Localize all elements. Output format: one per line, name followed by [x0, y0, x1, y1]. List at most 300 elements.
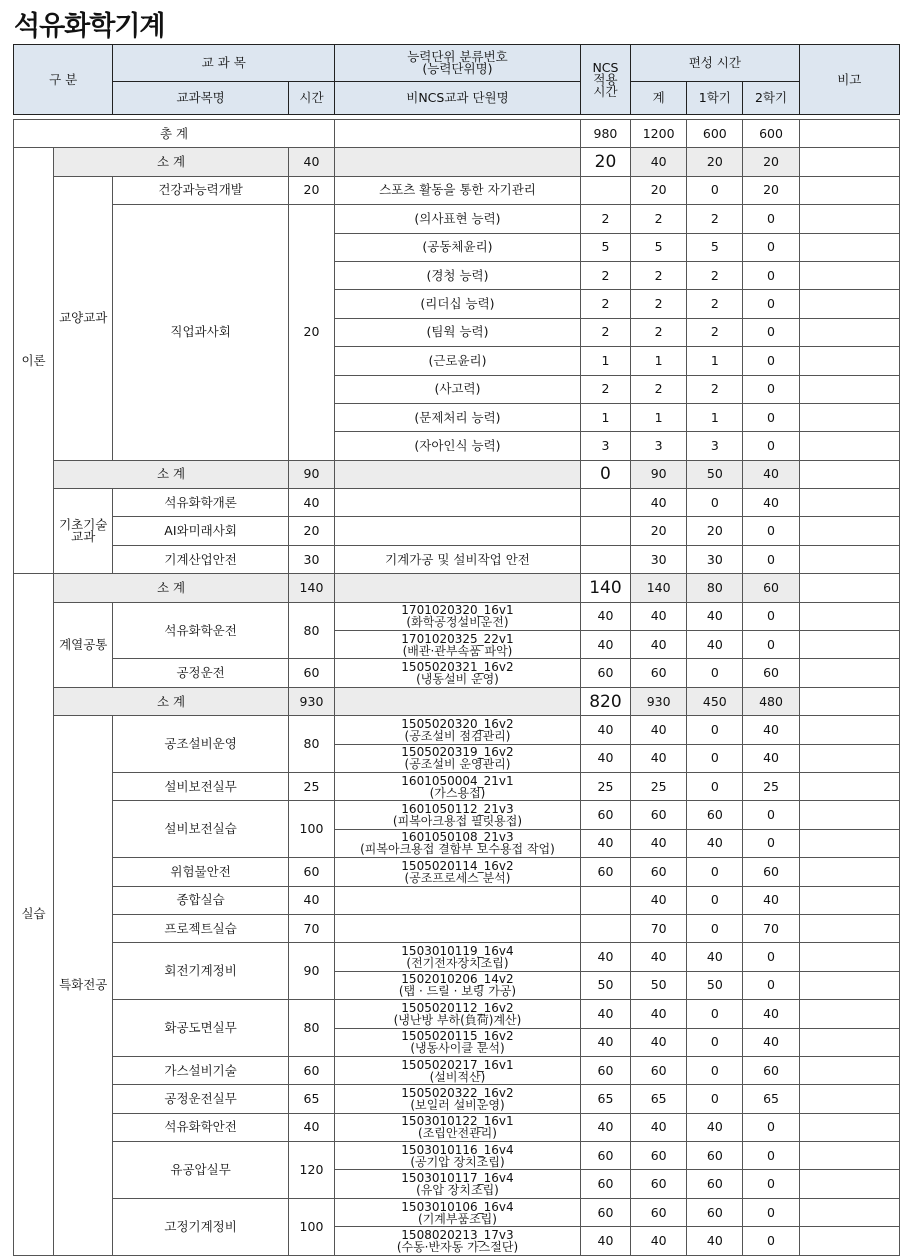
cell: 40 — [687, 1227, 743, 1255]
cell: 0 — [743, 1170, 799, 1198]
cell: 60 — [580, 1142, 630, 1170]
unit-name: 스포츠 활동을 통한 자기관리 — [335, 176, 581, 204]
cell: 3 — [580, 432, 630, 460]
unit-name — [335, 971, 581, 999]
table-row — [14, 1056, 900, 1084]
cell — [799, 205, 899, 233]
cell: 65 — [631, 1085, 687, 1113]
cell: 60 — [743, 1056, 799, 1084]
cell: 60 — [687, 1198, 743, 1226]
unit-name — [335, 943, 581, 971]
unit-code: 1601050108_21v3 — [401, 830, 514, 845]
unit-name: 기계가공 및 설비작업 안전 — [335, 545, 581, 573]
cell — [799, 347, 899, 375]
unit-name: (문제처리 능력) — [335, 403, 581, 431]
unit-title: (보일러 설비운영) — [410, 1097, 505, 1112]
cell: 30 — [687, 545, 743, 573]
subject-name: 공정운전실무 — [113, 1085, 289, 1113]
table-row — [14, 176, 900, 204]
unit-code: 1601050112_21v3 — [401, 802, 514, 817]
cell — [799, 432, 899, 460]
unit-code: 1502010206_14v2 — [401, 972, 514, 987]
unit-code: 1503010117_16v4 — [401, 1171, 514, 1186]
unit-name — [335, 489, 581, 517]
subject-name: 프로젝트실습 — [113, 914, 289, 942]
cell: 0 — [743, 1198, 799, 1226]
cell: 120 — [288, 1142, 334, 1199]
cell: 65 — [288, 1085, 334, 1113]
cell: 25 — [580, 772, 630, 800]
cell: 140 — [631, 574, 687, 602]
unit-title: (조립안전관리) — [418, 1126, 497, 1141]
cell: 40 — [743, 1000, 799, 1028]
cell: 30 — [288, 545, 334, 573]
cell: 40 — [631, 631, 687, 659]
header-sem1: 1학기 — [687, 82, 743, 115]
cell — [799, 1170, 899, 1198]
unit-name — [335, 1142, 581, 1170]
cell: 0 — [743, 517, 799, 545]
unit-title: (냉동설비 운영) — [416, 672, 499, 687]
unit-name — [335, 829, 581, 857]
group-basic — [54, 489, 113, 574]
cell: 70 — [288, 914, 334, 942]
cell — [799, 659, 899, 687]
unit-name — [335, 858, 581, 886]
cell — [799, 148, 899, 176]
cell — [799, 886, 899, 914]
cell: 60 — [631, 801, 687, 829]
cell: 450 — [687, 687, 743, 715]
cell: 50 — [580, 971, 630, 999]
cell — [799, 375, 899, 403]
unit-code: 1503010122_16v1 — [401, 1114, 514, 1129]
table-row — [14, 1085, 900, 1113]
cell: 40 — [743, 489, 799, 517]
cell: 2 — [580, 375, 630, 403]
cell: 40 — [631, 744, 687, 772]
cell: 40 — [631, 829, 687, 857]
cell — [580, 886, 630, 914]
subject-name: AI와미래사회 — [113, 517, 289, 545]
cell — [799, 545, 899, 573]
unit-name — [335, 801, 581, 829]
cell: 2 — [687, 290, 743, 318]
cell: 0 — [687, 716, 743, 744]
cell: 40 — [288, 489, 334, 517]
cell: 100 — [288, 801, 334, 858]
cell: 20 — [580, 148, 630, 176]
cell: 1 — [580, 403, 630, 431]
unit-name — [335, 1227, 581, 1255]
cell: 40 — [743, 1028, 799, 1056]
cell: 2 — [580, 205, 630, 233]
header-unit-line1: 능력단위 분류번호 — [407, 49, 508, 64]
category-theory: 이론 — [14, 148, 54, 574]
cell: 0 — [687, 489, 743, 517]
unit-code: 1505020114_16v2 — [401, 858, 514, 873]
cell: 480 — [743, 687, 799, 715]
cell: 0 — [687, 914, 743, 942]
cell: 60 — [580, 659, 630, 687]
cell: 0 — [687, 659, 743, 687]
grand-total-label: 총 계 — [14, 120, 335, 148]
cell: 70 — [631, 914, 687, 942]
cell: 60 — [687, 801, 743, 829]
cell: 5 — [687, 233, 743, 261]
subtotal-row — [14, 460, 900, 488]
cell: 40 — [580, 1000, 630, 1028]
header-schedule: 편성 시간 — [631, 45, 800, 82]
header-ncs-line2: 적용 — [593, 71, 618, 87]
cell: 20 — [288, 517, 334, 545]
cell: 100 — [288, 1198, 334, 1255]
unit-name: (공동체윤리) — [335, 233, 581, 261]
cell — [799, 971, 899, 999]
unit-title: (공조설비 운영관리) — [404, 757, 511, 772]
cell: 90 — [288, 943, 334, 1000]
cell: 40 — [631, 1000, 687, 1028]
unit-code: 1505020319_16v2 — [401, 745, 514, 760]
cell: 25 — [288, 772, 334, 800]
cell: 40 — [580, 1028, 630, 1056]
cell: 60 — [580, 1198, 630, 1226]
cell: 40 — [631, 943, 687, 971]
cell: 40 — [631, 1028, 687, 1056]
cell — [580, 914, 630, 942]
header-unit-line2: (능력단위명) — [422, 61, 493, 76]
cell: 20 — [631, 176, 687, 204]
cell — [799, 1142, 899, 1170]
cell: 600 — [687, 120, 743, 148]
unit-name — [335, 1000, 581, 1028]
cell: 60 — [631, 858, 687, 886]
cell: 60 — [631, 1198, 687, 1226]
cell: 80 — [288, 716, 334, 773]
cell: 40 — [580, 744, 630, 772]
cell: 2 — [580, 261, 630, 289]
cell — [799, 318, 899, 346]
unit-name — [335, 1028, 581, 1056]
unit-title: (냉난방 부하(負荷)계산) — [393, 1012, 522, 1027]
header-gubun: 구 분 — [14, 45, 113, 115]
cell: 0 — [743, 261, 799, 289]
unit-title: (설비적산) — [429, 1069, 486, 1084]
header-unit-name: 비NCS교과 단원명 — [335, 82, 581, 115]
unit-title: (공기압 장치조립) — [410, 1154, 505, 1169]
subject-name: 석유화학안전 — [113, 1113, 289, 1141]
unit-code: 1505020112_16v2 — [401, 1000, 514, 1015]
cell: 60 — [631, 1056, 687, 1084]
unit-name: (사고력) — [335, 375, 581, 403]
unit-title: (냉동사이클 분석) — [410, 1041, 505, 1056]
cell: 2 — [580, 290, 630, 318]
unit-name — [335, 744, 581, 772]
unit-code: 1508020213_17v3 — [401, 1227, 514, 1242]
cell — [799, 290, 899, 318]
subject-name: 건강과능력개발 — [113, 176, 289, 204]
cell: 30 — [631, 545, 687, 573]
cell: 0 — [743, 602, 799, 630]
cell: 65 — [580, 1085, 630, 1113]
cell — [799, 403, 899, 431]
subject-name: 가스설비기술 — [113, 1056, 289, 1084]
subject-name: 유공압실무 — [113, 1142, 289, 1199]
cell: 0 — [743, 403, 799, 431]
subtotal-label: 소 계 — [54, 460, 289, 488]
header-note: 비고 — [799, 45, 899, 115]
cell: 60 — [580, 801, 630, 829]
cell: 40 — [743, 744, 799, 772]
unit-title: (배관·관부속품 파악) — [402, 643, 513, 658]
cell: 2 — [687, 375, 743, 403]
cell — [335, 148, 581, 176]
unit-code: 1505020322_16v2 — [401, 1085, 514, 1100]
cell: 40 — [288, 886, 334, 914]
cell: 80 — [288, 602, 334, 659]
subject-name: 석유화학운전 — [113, 602, 289, 659]
subtotal-label: 소 계 — [54, 687, 289, 715]
cell: 60 — [687, 1170, 743, 1198]
unit-code: 1505020320_16v2 — [401, 716, 514, 731]
cell: 0 — [687, 176, 743, 204]
unit-name: (근로윤리) — [335, 347, 581, 375]
cell — [799, 858, 899, 886]
header-unit-group — [335, 45, 581, 82]
unit-name: (리더십 능력) — [335, 290, 581, 318]
cell: 2 — [687, 205, 743, 233]
cell: 40 — [631, 1113, 687, 1141]
cell: 3 — [631, 432, 687, 460]
unit-code: 1505020115_16v2 — [401, 1029, 514, 1044]
cell — [799, 1000, 899, 1028]
subtotal-label: 소 계 — [54, 574, 289, 602]
cell: 0 — [743, 347, 799, 375]
cell: 25 — [743, 772, 799, 800]
cell: 140 — [288, 574, 334, 602]
cell: 0 — [743, 1227, 799, 1255]
unit-code: 1701020320_16v1 — [401, 603, 514, 618]
unit-name: (경청 능력) — [335, 261, 581, 289]
cell: 20 — [288, 205, 334, 461]
subject-name: 종합실습 — [113, 886, 289, 914]
page-title: 석유화학기계 — [14, 11, 165, 42]
cell — [799, 1028, 899, 1056]
cell — [799, 801, 899, 829]
header-ncs — [580, 45, 630, 115]
table-row — [14, 716, 900, 744]
cell — [335, 120, 581, 148]
cell — [580, 545, 630, 573]
cell — [799, 1227, 899, 1255]
unit-title: (탭 · 드릴 · 보링 가공) — [398, 984, 517, 999]
cell: 50 — [687, 971, 743, 999]
cell: 0 — [687, 1085, 743, 1113]
subject-name: 직업과사회 — [113, 205, 289, 461]
cell: 930 — [288, 687, 334, 715]
group-basic-line1: 기초기술 — [59, 517, 108, 533]
cell: 65 — [743, 1085, 799, 1113]
cell: 0 — [687, 744, 743, 772]
table-row — [14, 545, 900, 573]
cell — [799, 602, 899, 630]
unit-title: (기계부품조립) — [418, 1211, 497, 1226]
unit-name: (의사표현 능력) — [335, 205, 581, 233]
cell — [799, 574, 899, 602]
cell: 20 — [687, 148, 743, 176]
subtotal-row — [14, 574, 900, 602]
cell: 0 — [743, 631, 799, 659]
subject-name: 설비보전실무 — [113, 772, 289, 800]
cell: 40 — [631, 716, 687, 744]
cell: 60 — [631, 659, 687, 687]
cell: 1 — [687, 403, 743, 431]
cell: 20 — [631, 517, 687, 545]
cell — [799, 517, 899, 545]
unit-name — [335, 659, 581, 687]
cell: 0 — [743, 205, 799, 233]
cell — [799, 1198, 899, 1226]
cell — [799, 176, 899, 204]
cell: 40 — [288, 1113, 334, 1141]
group-special: 특화전공 — [54, 716, 113, 1255]
subject-name: 설비보전실습 — [113, 801, 289, 858]
cell: 600 — [743, 120, 799, 148]
cell: 90 — [288, 460, 334, 488]
cell: 2 — [687, 318, 743, 346]
cell: 140 — [580, 574, 630, 602]
category-practice: 실습 — [14, 574, 54, 1255]
subtotal-label: 소 계 — [54, 148, 289, 176]
table-row — [14, 858, 900, 886]
cell: 40 — [631, 1227, 687, 1255]
cell: 40 — [580, 1227, 630, 1255]
cell: 0 — [743, 432, 799, 460]
cell: 40 — [580, 631, 630, 659]
cell — [799, 261, 899, 289]
cell — [580, 176, 630, 204]
cell: 930 — [631, 687, 687, 715]
cell: 60 — [743, 574, 799, 602]
cell: 1200 — [631, 120, 687, 148]
unit-name — [335, 772, 581, 800]
cell: 980 — [580, 120, 630, 148]
header-total: 계 — [631, 82, 687, 115]
cell: 2 — [580, 318, 630, 346]
unit-name — [335, 886, 581, 914]
cell — [799, 687, 899, 715]
subject-name: 기계산업안전 — [113, 545, 289, 573]
cell: 40 — [580, 716, 630, 744]
cell: 20 — [687, 517, 743, 545]
cell — [799, 460, 899, 488]
cell: 40 — [631, 602, 687, 630]
cell: 40 — [631, 148, 687, 176]
unit-title: (피복아크용접 결함부 보수용접 작업) — [360, 842, 555, 857]
cell — [799, 744, 899, 772]
unit-name — [335, 1056, 581, 1084]
header-sem2: 2학기 — [743, 82, 799, 115]
cell — [799, 772, 899, 800]
cell — [799, 631, 899, 659]
cell: 90 — [631, 460, 687, 488]
cell: 0 — [743, 318, 799, 346]
unit-code: 1505020321_16v2 — [401, 660, 514, 675]
cell: 40 — [687, 829, 743, 857]
cell: 0 — [743, 375, 799, 403]
subject-name: 화공도면실무 — [113, 1000, 289, 1057]
cell: 60 — [288, 659, 334, 687]
cell: 2 — [631, 205, 687, 233]
cell: 0 — [743, 829, 799, 857]
unit-name — [335, 716, 581, 744]
table-row — [14, 801, 900, 829]
cell — [335, 460, 581, 488]
unit-code: 1503010116_16v4 — [401, 1142, 514, 1157]
cell: 820 — [580, 687, 630, 715]
cell: 20 — [743, 176, 799, 204]
cell: 5 — [580, 233, 630, 261]
cell — [799, 1113, 899, 1141]
curriculum-table — [13, 44, 900, 1256]
cell: 0 — [580, 460, 630, 488]
cell — [799, 489, 899, 517]
cell: 1 — [687, 347, 743, 375]
cell: 2 — [631, 375, 687, 403]
cell: 20 — [288, 176, 334, 204]
subject-name: 공정운전 — [113, 659, 289, 687]
cell: 40 — [580, 829, 630, 857]
cell: 40 — [743, 460, 799, 488]
cell: 60 — [743, 659, 799, 687]
cell — [799, 1085, 899, 1113]
unit-code: 1503010106_16v4 — [401, 1199, 514, 1214]
cell: 40 — [743, 886, 799, 914]
cell — [799, 233, 899, 261]
table-row — [14, 489, 900, 517]
cell: 0 — [687, 1000, 743, 1028]
table-row — [14, 205, 900, 233]
cell: 2 — [687, 261, 743, 289]
unit-title: (수동·반자동 가스절단) — [396, 1239, 519, 1254]
cell — [335, 574, 581, 602]
cell: 40 — [687, 1113, 743, 1141]
unit-code: 1701020325_22v1 — [401, 631, 514, 646]
cell: 0 — [743, 290, 799, 318]
cell: 80 — [687, 574, 743, 602]
cell: 40 — [687, 631, 743, 659]
cell: 40 — [687, 602, 743, 630]
cell: 60 — [631, 1170, 687, 1198]
unit-name — [335, 602, 581, 630]
cell: 40 — [288, 148, 334, 176]
header-subject-group: 교 과 목 — [113, 45, 335, 82]
cell: 50 — [631, 971, 687, 999]
table-row — [14, 914, 900, 942]
cell: 2 — [631, 318, 687, 346]
unit-name: (자아인식 능력) — [335, 432, 581, 460]
table-row — [14, 772, 900, 800]
cell: 0 — [743, 971, 799, 999]
cell: 2 — [631, 261, 687, 289]
table-row — [14, 1142, 900, 1170]
table-row — [14, 1000, 900, 1028]
cell: 0 — [743, 1113, 799, 1141]
cell: 1 — [631, 403, 687, 431]
cell — [335, 687, 581, 715]
unit-code: 1503010119_16v4 — [401, 944, 514, 959]
cell: 0 — [743, 233, 799, 261]
